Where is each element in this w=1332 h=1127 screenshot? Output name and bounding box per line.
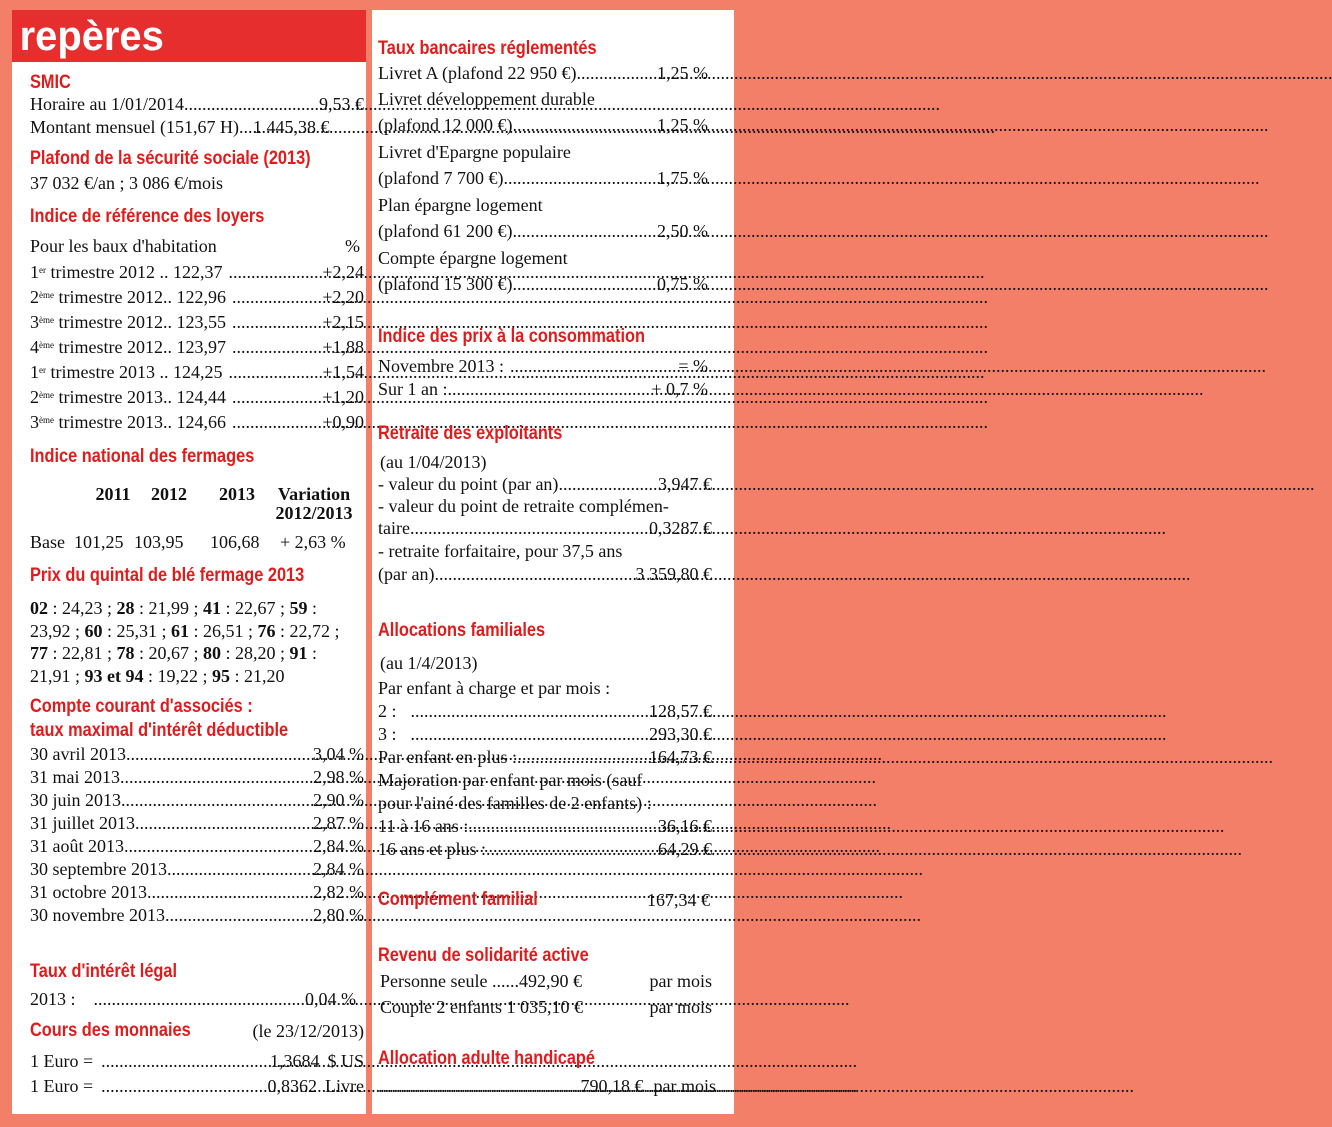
compte-row: 31 juillet 2013 ..... 2,87 %	[30, 812, 364, 834]
compte-row: 30 septembre 2013 ..... 2,84 %	[30, 858, 364, 880]
irl-row: 1er trimestre 2012 .. 122,37 ..... +2,24	[30, 261, 364, 283]
alloc-line1: Par enfant à charge et par mois :	[378, 678, 611, 698]
smic-heading: SMIC	[30, 72, 71, 93]
taux-item-name: Livret d'Epargne populaire	[378, 142, 571, 162]
ipc-an-row: Sur 1 an : ..... + 0,7 %	[378, 378, 708, 400]
alloc-date: (au 1/4/2013)	[380, 653, 478, 673]
ipc-novembre-row: Novembre 2013 : ..... = %	[378, 355, 708, 377]
fermages-variation-value: + 2,63 %	[280, 532, 346, 552]
fermages-2011-value: 101,25	[74, 532, 124, 552]
irl-row: 2ème trimestre 2013.. 124,44 ..... +1,20	[30, 386, 364, 408]
retraite-forf-line1: - retraite forfaitaire, pour 37,5 ans	[378, 541, 623, 561]
alloc-majoration-line1: Majoration par enfant par mois (sauf	[378, 770, 643, 790]
fermages-2012-value: 103,95	[134, 532, 184, 552]
monnaies-usd-row: 1 Euro = ..... 1,3684 $ US	[30, 1050, 364, 1072]
aah-heading: Allocation adulte handicapé	[378, 1048, 596, 1069]
retraite-compl-line1: - valeur du point de retraite complémen-	[378, 496, 669, 516]
aah-row: ..... 790,18 € par mois	[378, 1075, 716, 1097]
irl-row: 3ème trimestre 2012.. 123,55 ..... +2,15	[30, 311, 364, 333]
smic-horaire-row: Horaire au 1/01/2014 ..... 9,53 €	[30, 93, 364, 115]
compte-row: 30 novembre 2013 ..... 2,80 %	[30, 904, 364, 926]
compte-row: 31 août 2013 ..... 2,84 %	[30, 835, 364, 857]
ble-line: 21,91 ; 93 et 94 : 19,22 ; 95 : 21,20	[30, 665, 285, 686]
title-banner	[12, 10, 366, 62]
irl-row: 4ème trimestre 2012.. 123,97 ..... +1,88	[30, 336, 364, 358]
ble-line: 23,92 ; 60 : 25,31 ; 61 : 26,51 ; 76 : 22,72 ;	[30, 620, 340, 641]
fermages-col-variation: Variation	[277, 484, 351, 504]
compte-row: 30 juin 2013 ..... 2,90 %	[30, 789, 364, 811]
alloc-majoration-row: 11 à 16 ans : ..... 36,16 €	[378, 815, 712, 837]
legal-row: 2013 : ..... 0,04 %	[30, 988, 356, 1010]
compte-heading-line2: taux maximal d'intérêt déductible	[30, 720, 289, 741]
taux-heading: Taux bancaires réglementés	[378, 38, 597, 59]
taux-item-row: (plafond 12 000 €) ..... 1,25 %	[378, 114, 708, 136]
smic-mensuel-row: Montant mensuel (151,67 H) ..... 1 445,38 €	[30, 116, 364, 138]
irl-pct-header: %	[345, 236, 360, 256]
taux-item-row: (plafond 15 300 €) ..... 0,75 %	[378, 273, 708, 295]
complement-value: 167,34 €	[647, 890, 710, 910]
rsa-personne-label: Personne seule ......492,90 €	[380, 971, 582, 991]
compte-row: 31 octobre 2013 ..... 2,82 %	[30, 881, 364, 903]
ble-line: 77 : 22,81 ; 78 : 20,67 ; 80 : 28,20 ; 91 :	[30, 643, 318, 663]
ipc-heading: Indice des prix à la consommation	[378, 326, 645, 347]
retraite-date: (au 1/04/2013)	[380, 452, 487, 472]
taux-item-name: Livret développement durable	[378, 89, 595, 109]
alloc-row: 3 : ..... 293,30 €	[378, 723, 712, 745]
fermages-heading: Indice national des fermages	[30, 446, 255, 467]
retraite-forf-row: (par an) ..... 3 359,80 €	[378, 563, 712, 585]
fermages-col-2012: 2012	[151, 484, 187, 504]
retraite-compl-row: taire ..... 0,3287 €	[378, 517, 712, 539]
irl-row: 3ème trimestre 2013.. 124,66 ..... +0,90	[30, 411, 364, 433]
rsa-couple-suffix: par mois	[649, 997, 712, 1017]
fermages-col-2013: 2013	[219, 484, 255, 504]
plafond-heading: Plafond de la sécurité sociale (2013)	[30, 148, 311, 169]
column-divider	[366, 10, 372, 1114]
irl-row: 2ème trimestre 2012.. 122,96 ..... +2,20	[30, 286, 364, 308]
ble-line: 02 : 24,23 ; 28 : 21,99 ; 41 : 22,67 ; 59 :	[30, 598, 318, 618]
rsa-couple-label: Couple 2 enfants 1 035,10 €	[380, 997, 583, 1017]
compte-row: 31 mai 2013 ..... 2,98 %	[30, 766, 364, 788]
monnaies-gbp-row: 1 Euro = ..... 0,8362 Livre	[30, 1075, 364, 1097]
taux-item-name: Plan épargne logement	[378, 195, 543, 215]
taux-item-row: (plafond 61 200 €) ..... 2,50 %	[378, 220, 708, 242]
taux-item-row: (plafond 7 700 €) ..... 1,75 %	[378, 167, 708, 189]
legal-heading: Taux d'intérêt légal	[30, 961, 178, 982]
fermages-base-label: Base	[30, 532, 65, 552]
irl-heading: Indice de référence des loyers	[30, 206, 265, 227]
retraite-heading: Retraite des exploitants	[378, 423, 563, 444]
alloc-row: 2 : ..... 128,57 €	[378, 700, 712, 722]
complement-heading: Complément familial	[378, 889, 538, 910]
monnaies-date: (le 23/12/2013)	[252, 1021, 364, 1041]
alloc-heading: Allocations familiales	[378, 620, 546, 641]
page-title: repères	[19, 12, 164, 59]
monnaies-heading: Cours des monnaies	[30, 1020, 191, 1041]
irl-row: 1er trimestre 2013 .. 124,25 ..... +1,54	[30, 361, 364, 383]
rsa-personne-suffix: par mois	[649, 971, 712, 991]
fermages-col-period: 2012/2013	[275, 503, 353, 523]
retraite-point-row: - valeur du point (par an) ..... 3,947 €	[378, 473, 712, 495]
ble-heading: Prix du quintal de blé fermage 2013	[30, 565, 305, 586]
fermages-2013-value: 106,68	[210, 532, 260, 552]
alloc-majoration-line2: pour l'ainé des familles de 2 enfants) :	[378, 793, 652, 813]
alloc-row: Par enfant en plus : ..... 164,73 €	[378, 746, 712, 768]
alloc-majoration-row: 16 ans et plus : ..... 64,29 €	[378, 838, 712, 860]
rsa-heading: Revenu de solidarité active	[378, 945, 589, 966]
fermages-col-2011: 2011	[95, 484, 131, 504]
irl-subtitle: Pour les baux d'habitation	[30, 236, 217, 256]
taux-item-name: Compte épargne logement	[378, 248, 568, 268]
compte-row: 30 avril 2013 ..... 3,04 %	[30, 743, 364, 765]
plafond-value: 37 032 €/an ; 3 086 €/mois	[30, 173, 223, 193]
livret-a-row: Livret A (plafond 22 950 €) ..... 1,25 %	[378, 62, 708, 84]
compte-heading-line1: Compte courant d'associés :	[30, 696, 253, 717]
